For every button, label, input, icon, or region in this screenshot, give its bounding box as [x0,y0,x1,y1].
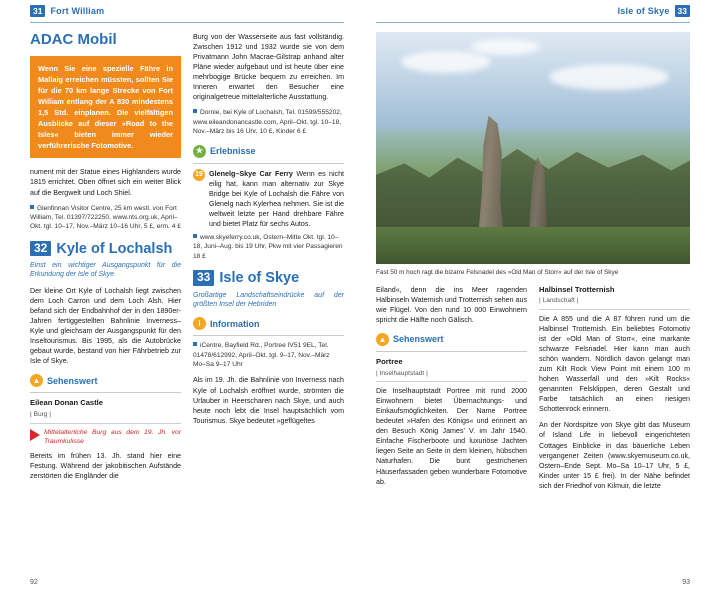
section-information [193,317,344,330]
body-paragraph: Bereits im frühen 13. Jh. stand hier eine Festung. Während der jakobitischen Aufstände zerstörten die Engländer die [30,451,181,481]
running-head-left [0,0,360,22]
header-rule [376,22,690,23]
cloud-shape [401,51,491,73]
poi-category: | Landschaft | [539,297,579,305]
chapter-subtitle: Einst ein wichtiger Ausgangspunkt für die Erkundung der Isle of Skye [30,262,181,279]
section-label: Information [210,318,260,329]
left-column-2 [193,32,344,568]
poi-divider [539,309,690,310]
section-divider [30,392,181,393]
info-line [30,204,181,232]
section-label: Erlebnisse [210,145,256,156]
info-line [193,233,344,261]
poi-divider [30,423,181,424]
section-label: Sehenswert [47,375,98,386]
poi-body [209,169,344,230]
info-line [193,341,344,369]
tip-box [30,428,181,446]
chapter-heading-skye [193,270,344,287]
chapter-title: Kyle of Lochalsh [56,240,173,257]
right-page [360,0,720,594]
poi-number-badge: 19 [193,169,205,181]
square-bullet-icon [193,109,197,113]
right-column-1 [376,285,527,568]
poi-text: Wenn es nicht eilig hat, kann man alternativ zur Skye Bridge bei Kyle of Lochalsh die Fähre von Glenelg nach Kylerhea nehmen. Sie ist die weltweit letzte per Hand drehbare Fähre und bietet Platz für sechs Autos. [209,169,344,228]
body-paragraph: An der Nordspitze von Skye gibt das Museum of Island Life in liebevoll eingerichteten Cottages Einblicke in das bäuerliche Leben vergangener Zeiten (www.skyemuseum.co.uk, Ostern–Ende Sept. Mo–Sa 10–17 Uhr, 5 £, Kinder unter 15 £ frei). In der Nähe befindet sich der Friedhof von Kilmuir, die letzte [539,421,690,490]
running-head-title: Fort William [50,6,105,16]
info-icon: i [193,317,206,330]
star-icon: ★ [193,145,206,158]
header-rule [30,22,344,23]
section-label: Sehenswert [393,334,444,344]
section-divider [376,351,527,352]
chapter-subtitle: Großartige Landschaftseindrücke auf der größten Insel der Hebriden [193,291,344,308]
left-columns [30,32,344,568]
body-paragraph: Die Inselhauptstadt Portree mit rund 2000 Einwohnern bietet Übernachtungs- und Einkaufsmöglichkeiten. Der Name Portree bedeutet »Hafen des Königs« und erinnert an den Besuch König James’ V. im Jahr 1540. Einfache Fischerboote und luxuriöse Jachten liegen Seite an Seite in dem kleinen, hübschen Naturhafen. Die bunt gestrichenen Häuserfassaden geben wunderbare Fotomotive ab. [376,387,527,486]
square-bullet-icon [193,234,197,238]
info-text: Glenfinnan Visitor Centre, 25 km westl. von Fort William, Tel. 01397/722250, www.nts.org.uk, April–Okt. tgl. 10–17, Nov.–März 10–16 Uhr, 5 £, erm. 4 £ [30,204,181,231]
poi-name: Halbinsel Trotternish [539,284,615,294]
info-line [193,108,344,136]
tip-text: Mittelalterliche Burg aus dem 19. Jh. vor Traumkulisse [44,428,181,445]
section-sehenswert [30,374,181,387]
square-bullet-icon [193,342,197,346]
page-number-left: 92 [30,579,38,586]
arrow-icon [30,429,40,441]
poi-entry [193,169,344,230]
page-number-right: 93 [682,579,690,586]
body-paragraph: nument mit der Statue eines Highlanders wurde 1815 errichtet. Oben öffnet sich ein weiter Blick auf die Bergwelt und Loch Shiel. [30,168,181,197]
square-bullet-icon [30,205,34,209]
adac-mobil-box: Wenn Sie eine spezielle Fähre in Mallaig erreichen müssten, sollten Sie für die 70 km lange Strecke von Fort William entlang der A 830 mindestens 1,5 Std. einplanen. Die vielfältigen Ausblicke auf dieser »Road to the Isles« bieten immer wieder verführerische Fotomotive. [30,56,181,159]
section-erlebnisse [193,145,344,158]
chapter-number: 33 [193,270,214,286]
running-head-right [360,0,720,22]
photo-foreground [376,227,690,264]
running-head-title: Isle of Skye [617,6,670,16]
running-head-number: 33 [675,5,690,18]
section-divider [193,163,344,164]
poi-category: | Burg | [30,411,52,419]
info-text: www.skyeferry.co.uk, Ostern–Mitte Okt. tgl. 10–18, Juni–Aug. bis 19 Uhr, Pkw mit vier Passagieren 18 £ [193,234,343,260]
info-text: iCentre, Bayfield Rd., Portree IV51 9EL, Tel. 01478/612992, April–Okt. tgl. 9–17, Nov.–März Mo–Sa 9–17 Uhr [193,342,330,369]
poi-divider [376,381,527,382]
chapter-heading-kyle [30,241,181,258]
body-paragraph: Der kleine Ort Kyle of Lochalsh liegt zwischen dem Loch Carron und dem Loch Alsh. Hier befand sich der Endbahnhof der in den 1890er-Jahren fertiggestellten Bahnlinie Inverness–Kyle und gleichsam der Ausgangspunkt für den Inseltourismus. Bis 1995, als die Autobrücke gebaut wurde, bestand von hier Fährbetrieb zur Isle of Skye. [30,286,181,366]
section-divider [193,335,344,336]
poi-name: Portree [376,356,403,366]
right-content [376,32,690,568]
left-column-1 [30,32,181,568]
page-title: ADAC Mobil [30,31,117,48]
photo-caption: Fast 50 m hoch ragt die bizarre Felsnadel des »Old Man of Storr« auf der Isle of Skye [376,269,619,276]
body-paragraph: Als im 19. Jh. die Bahnlinie von Inverness nach Kyle of Lochalsh eröffnet wurde, strömten die Urlauber in Heerscharen nach Skye, und auch heute noch lebt die Insel hauptsächlich vom Tourismus. Skye bedeutet »geflügeltes [193,376,344,425]
landmark-icon: ▲ [376,333,389,346]
info-text: Dornie, bei Kyle of Lochalsh, Tel. 01599/555202, www.eileandonancastle.com, April–Okt. tgl. 10–18, Nov.–März bis 16 Uhr, 10 £, Kinder 6 £ [193,109,342,136]
poi-name: Eilean Donan Castle [30,398,104,408]
chapter-title: Isle of Skye [219,270,300,287]
section-sehenswert [376,333,527,346]
landmark-icon: ▲ [30,374,43,387]
running-head-number: 31 [30,5,45,18]
body-paragraph: Die A 855 und die A 87 führen rund um die Halbinsel Trotternish. Ein beliebtes Fotomotiv ist der »Old Man of Storr«, eine markante schwarze Felsnadel. Hier kann man auch schön wandern. Nördlich davon gelangt man zum Kilt Rock View Point mit einem 100 m hohen Wasserfall und den »Kilt Rocks« genannten Felsklippen, deren Gestalt und Farbe tatsächlich an einen riesigen Schottenrock erinnern. [539,314,690,414]
poi-category: | Inselhauptstadt | [376,369,428,377]
cloud-shape [470,39,540,55]
photo-old-man-of-storr [376,32,690,264]
body-paragraph: Eiland«, denn die ins Meer ragenden Halbinseln Waternish und Trotternish sehen aus wie Flügel. Von den rund 10 000 Einwohnern spricht die Hälfte noch Gälisch. [376,285,527,324]
chapter-number: 32 [30,241,51,257]
body-paragraph: Burg von der Wasserseite aus fast vollständig. Zwischen 1912 und 1932 wurde sie von dem Privatmann John Macrae-Gilstrap anhand alter Pläne wieder aufgebaut und ist heute über eine mehrbogige Brücke bequem zu erreichen. Im Inneren erwartet den Besucher eine originalgetreue mittelalterliche Ausstattung. [193,33,344,102]
right-column-2 [539,285,690,568]
poi-name: Glenelg–Skye Car Ferry [209,168,293,178]
